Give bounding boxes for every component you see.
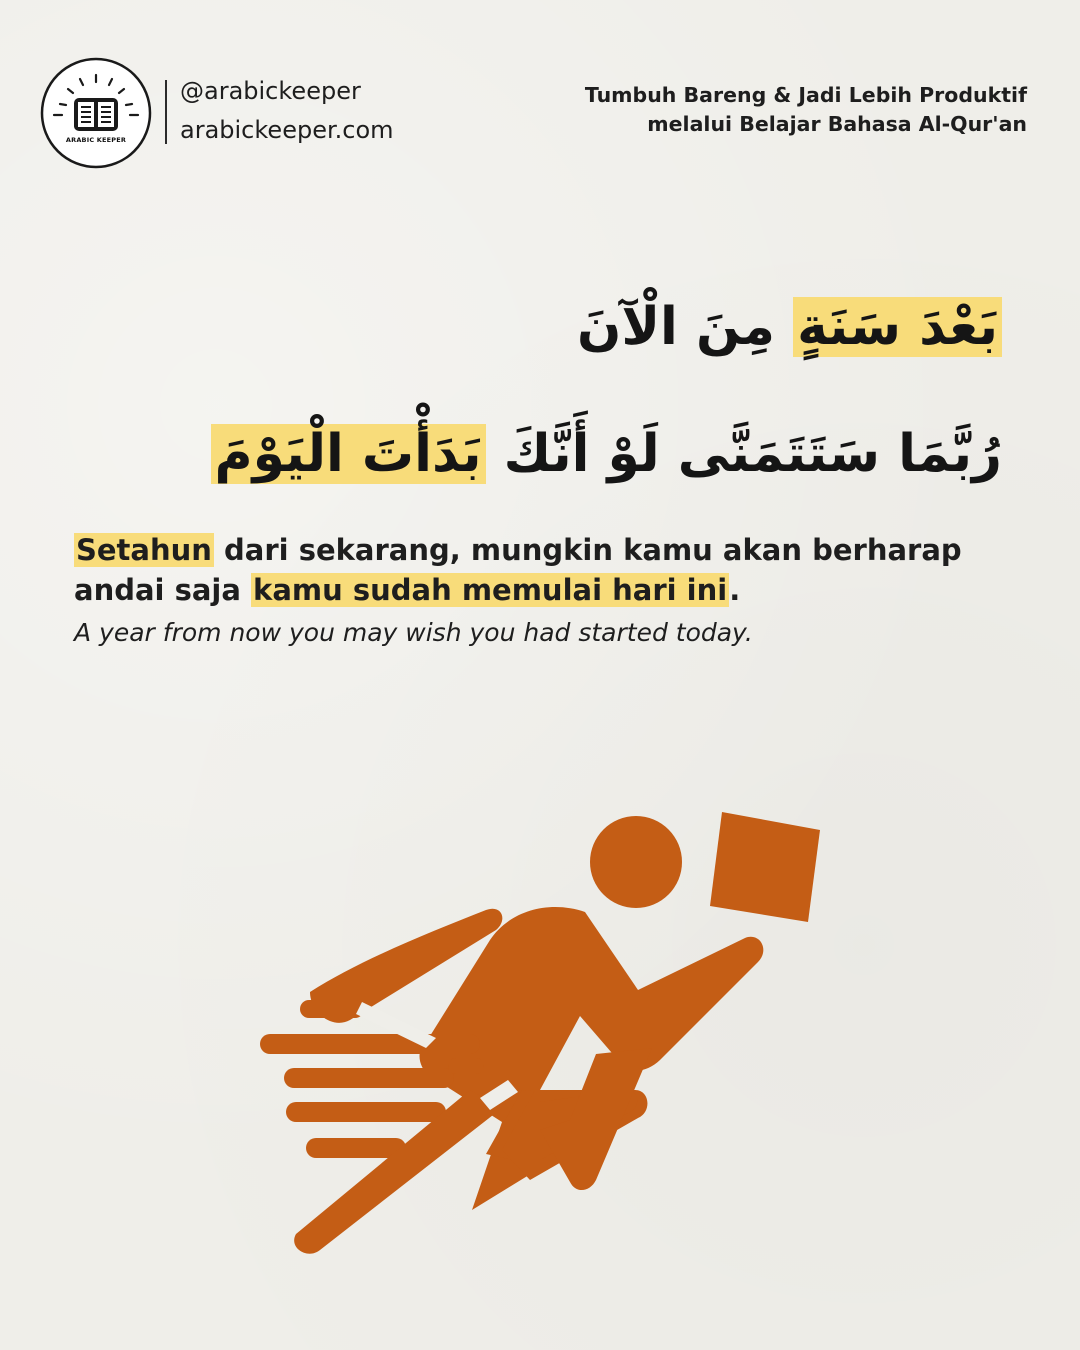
arabic-highlight-1: بَعْدَ سَنَةٍ (793, 297, 1002, 357)
arabic-line-1-rest: مِنَ الْآنَ (576, 297, 794, 357)
brand-logo (40, 57, 152, 169)
logo-text: ARABIC KEEPER (65, 136, 127, 144)
indonesian-translation (74, 530, 1034, 610)
website-link[interactable]: arabickeeper.com (180, 116, 394, 144)
arabic-line-2-start: رُبَّمَا سَتَتَمَنَّى لَوْ أَنَّكَ (485, 424, 1002, 484)
arabic-line-2 (211, 409, 1003, 499)
tagline (585, 81, 1027, 139)
translation-highlight-1: Setahun (76, 533, 212, 567)
running-person-icon (240, 790, 840, 1280)
arabic-line-1 (577, 282, 1002, 372)
translation-end: . (729, 573, 741, 607)
arabic-highlight-2: بَدَأْتَ الْيَوْمَ (211, 424, 486, 484)
english-translation: A year from now you may wish you had started today. (74, 618, 753, 647)
runner-illustration (240, 790, 840, 1280)
translation-part-1: dari sekarang, mungkin kamu akan berharap andai saja (74, 533, 962, 607)
open-book-icon (40, 57, 152, 169)
header-divider (165, 80, 167, 144)
tagline-line-2: melalui Belajar Bahasa Al-Qur'an (647, 112, 1027, 136)
translation-highlight-2: kamu sudah memulai hari ini (253, 573, 728, 607)
social-handle[interactable]: @arabickeeper (180, 77, 361, 105)
tagline-line-1: Tumbuh Bareng & Jadi Lebih Produktif (584, 83, 1027, 107)
